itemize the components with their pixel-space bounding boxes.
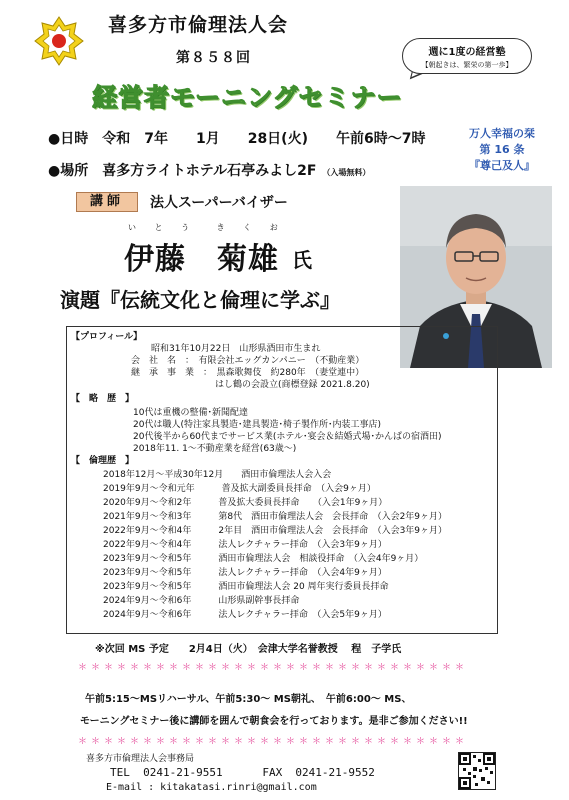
next-seminar: ※次回 MS 予定 2月4日（火） 会津大学名誉教授 程 子学氏 bbox=[95, 644, 402, 655]
history-line: 20代後半から60代までサービス業(ホテル･宴会＆結婚式場･かんぱの宿酒田) bbox=[133, 432, 442, 442]
event-place bbox=[48, 160, 370, 180]
star-divider-bottom: ＊＊＊＊＊＊＊＊＊＊＊＊＊＊＊＊＊＊＊＊＊＊＊＊＊＊＊＊＊＊ bbox=[78, 737, 469, 747]
history-line: 2018年11. 1～不動産業を経営(63歳～) bbox=[133, 444, 297, 454]
session-number: 第８５８回 bbox=[176, 50, 251, 66]
lecturer-role: 法人スーパーバイザー bbox=[150, 195, 288, 211]
invitation-line: モーニングセミナー後に講師を囲んで朝食会を行っております。是非ご参加ください!! bbox=[80, 716, 468, 727]
ethics-line: 2023年9月～令和5年 法人レクチャラー拝命 （入会4年9ヶ月） bbox=[103, 568, 387, 578]
ethics-line: 2021年9月～令和3年 第8代 酒田市倫理法人会 会長拝命 （入会2年9ヶ月） bbox=[103, 512, 448, 522]
note-line-1: 万人幸福の栞 bbox=[469, 127, 535, 140]
bubble-main-text: 週に1度の経営塾 bbox=[428, 47, 506, 58]
ethics-line: 2022年9月～令和4年 2年目 酒田市倫理法人会 会長拝命 （入会3年9ヶ月） bbox=[103, 526, 448, 536]
lecturer-name: 伊藤 菊雄 bbox=[124, 242, 279, 277]
history-line: 20代は職人(特注家具製造･建具製造･椅子製作所･内装工事店) bbox=[133, 420, 381, 430]
ethics-line: 2023年9月～令和5年 酒田市倫理法人会 相談役拝命 （入会4年9ヶ月） bbox=[103, 554, 424, 564]
ethics-line: 2023年9月～令和5年 酒田市倫理法人会 20 周年実行委員長拝命 bbox=[103, 582, 389, 592]
bubble-sub-text: 【朝起きは、繁栄の第一歩】 bbox=[421, 61, 513, 69]
name-ruby: い と う き く お bbox=[128, 223, 279, 232]
seminar-title: 経営者モーニングセミナー bbox=[92, 83, 403, 112]
ethics-line: 2020年9月～令和2年 普及拡大委員長拝命 （入会1年9ヶ月） bbox=[103, 498, 388, 508]
profile-header: 【プロフィール】 bbox=[71, 332, 143, 342]
note-line-2: 第 16 条 bbox=[479, 143, 525, 156]
lecture-topic: 演題『伝統文化と倫理に学ぶ』 bbox=[60, 288, 340, 312]
ethics-line: 2024年9月～令和6年 山形県副幹事長拝命 bbox=[103, 596, 300, 606]
office-name: 喜多方市倫理法人会事務局 bbox=[86, 754, 195, 764]
history-line: 10代は重機の整備･新聞配達 bbox=[133, 408, 248, 418]
event-place-text: ●場所 喜多方ライトホテル石亭みよし2F bbox=[48, 163, 317, 179]
email-address: E-mail : kitakatasi.rinri@gmail.com bbox=[106, 782, 317, 793]
profile-line: 昭和31年10月22日 山形県酒田市生まれ bbox=[151, 344, 321, 354]
org-name: 喜多方市倫理法人会 bbox=[108, 14, 289, 36]
speech-bubble bbox=[402, 38, 532, 74]
note-line-3: 『尊己及人』 bbox=[469, 159, 535, 172]
lecturer-tag: 講師 bbox=[76, 192, 138, 212]
qr-code[interactable] bbox=[458, 752, 496, 790]
ethics-line: 2022年9月～令和4年 法人レクチャラー拝命 （入会3年9ヶ月） bbox=[103, 540, 387, 550]
profile-line: 継 承 事 業 ： 黒森歌舞伎 約280年 （妻堂連中） bbox=[131, 368, 365, 378]
ethics-line: 2018年12月～平成30年12月 酒田市倫理法人会入会 bbox=[103, 470, 332, 480]
right-side-note bbox=[452, 126, 552, 174]
history-header: 【 略 歴 】 bbox=[71, 394, 135, 404]
profile-box bbox=[66, 326, 498, 634]
ethics-line: 2019年9月～令和元年 普及拡大副委員長拝命 （入会9ヶ月） bbox=[103, 484, 376, 494]
event-date: ●日時 令和 7年 1月 28日(火) 午前6時～7時 bbox=[48, 131, 426, 147]
schedule-line: 午前5:15～MSリハーサル、午前5:30～ MS朝礼、 午前6:00～ MS、 bbox=[85, 694, 412, 705]
ethics-header: 【 倫理歴 】 bbox=[71, 456, 135, 466]
profile-line: 会 社 名 ： 有限会社エッグカンパニー （不動産業） bbox=[131, 356, 365, 366]
star-divider-top: ＊＊＊＊＊＊＊＊＊＊＊＊＊＊＊＊＊＊＊＊＊＊＊＊＊＊＊＊＊＊ bbox=[78, 663, 469, 673]
profile-line: はし鶴の会設立(商標登録 2021.8.20) bbox=[215, 380, 370, 390]
ethics-line: 2024年9月～令和6年 法人レクチャラー拝命 （入会5年9ヶ月） bbox=[103, 610, 387, 620]
admission-free-note: （入場無料） bbox=[322, 168, 371, 177]
org-logo bbox=[34, 16, 84, 66]
lecturer-honorific: 氏 bbox=[292, 248, 312, 272]
tel-fax: TEL 0241-21-9551 FAX 0241-21-9552 bbox=[110, 766, 375, 779]
